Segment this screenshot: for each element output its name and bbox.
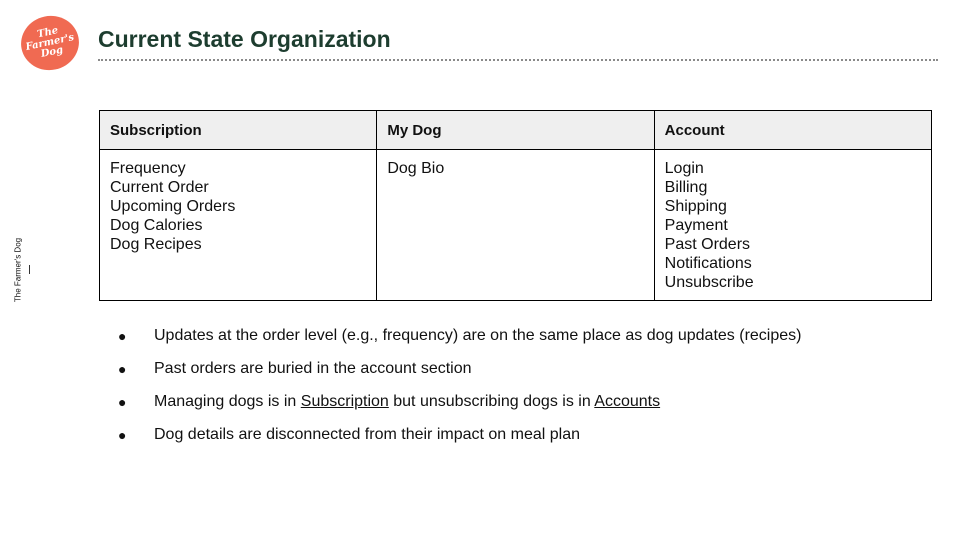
- bullet-item: [118, 391, 938, 424]
- accounts-link[interactable]: Accounts: [594, 393, 661, 410]
- logo-text: The Farmer's Dog: [24, 25, 76, 60]
- side-brand-label: The Farmer's Dog: [13, 237, 23, 303]
- bullet-text: Dog details are disconnected from their impact on meal plan: [154, 426, 580, 443]
- list-item: Notifications: [664, 255, 752, 272]
- subscription-link[interactable]: Subscription: [300, 393, 389, 410]
- side-tick: [29, 265, 30, 274]
- bullet-text: [154, 391, 660, 424]
- column-header-account: Account: [654, 111, 931, 150]
- list-item: Shipping: [664, 198, 727, 215]
- list-item: Dog Calories: [110, 217, 203, 234]
- subscription-cell: [100, 150, 377, 301]
- list-item: Frequency: [110, 160, 186, 177]
- list-item: Billing: [664, 179, 708, 196]
- brand-logo: [16, 11, 84, 76]
- list-item: Login: [664, 160, 704, 177]
- bullet-text-pre: Managing dogs is in: [154, 393, 301, 410]
- list-item: Upcoming Orders: [110, 198, 236, 215]
- bullet-list: [118, 325, 938, 457]
- bullet-text-mid: but unsubscribing dogs is in: [388, 393, 595, 410]
- list-item: Unsubscribe: [664, 274, 754, 291]
- column-header-my-dog: My Dog: [377, 111, 654, 150]
- bullet-marker: ●: [118, 427, 127, 443]
- column-header-subscription: Subscription: [100, 111, 377, 150]
- bullet-item: [118, 325, 938, 358]
- title-divider: [98, 59, 938, 61]
- bullet-item: [118, 424, 938, 457]
- organization-table: [99, 110, 932, 301]
- page-title: Current State Organization: [98, 26, 391, 52]
- account-cell: [654, 150, 931, 301]
- bullet-item: [118, 358, 938, 391]
- bullet-marker: ●: [118, 361, 127, 377]
- bullet-text: Updates at the order level (e.g., frequency) are on the same place as dog updates (recipes): [154, 327, 802, 344]
- bullet-text: Past orders are buried in the account section: [154, 360, 472, 377]
- list-item: Dog Recipes: [110, 236, 202, 253]
- list-item: Dog Bio: [387, 160, 445, 177]
- my-dog-cell: [377, 150, 654, 301]
- list-item: Past Orders: [664, 236, 751, 253]
- list-item: Payment: [664, 217, 728, 234]
- bullet-marker: ●: [118, 328, 127, 344]
- bullet-marker: ●: [118, 394, 127, 410]
- list-item: Current Order: [110, 179, 209, 196]
